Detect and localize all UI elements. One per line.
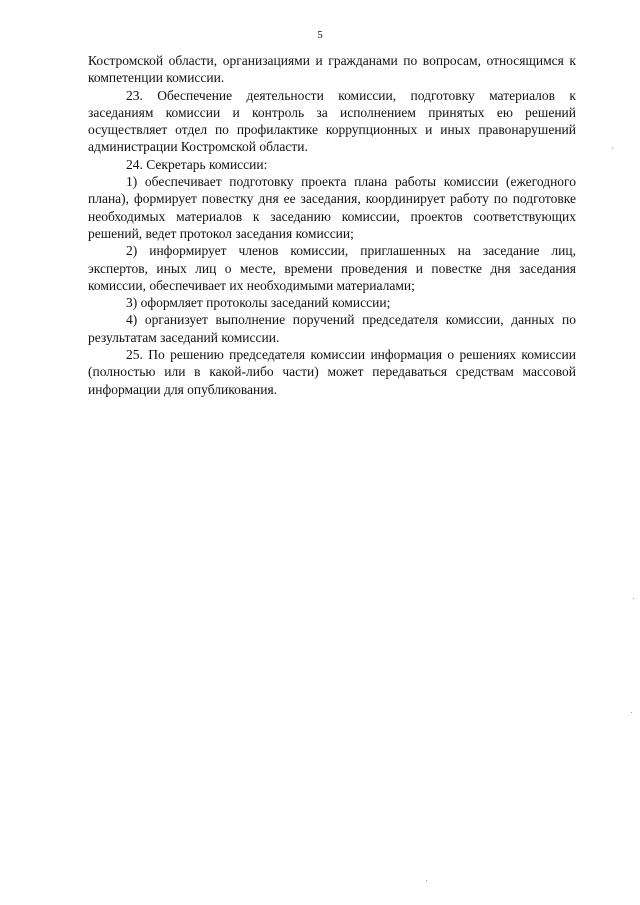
- paragraph-24-item-1: 1) обеспечивает подготовку проекта плана работы комиссии (ежегодного плана), формирует повестку дня ее заседания, координирует работу по подготовке необходимых материалов к заседанию комиссии, проектов соответствующих решений, ведет протокол заседания комиссии;: [88, 174, 576, 241]
- paragraph-25: 25. По решению председателя комиссии информация о решениях комиссии (полностью или в какой-либо части) может передаваться средствам массовой информации для опубликования.: [88, 347, 576, 397]
- scan-speck: [631, 712, 632, 713]
- paragraph-23: 23. Обеспечение деятельности комиссии, подготовку материалов к заседаниям комиссии и контроль за исполнением принятых ею решений осуществляет отдел по профилактике коррупционных и иных правонарушений администрации Костромской области.: [88, 87, 576, 155]
- document-body: [88, 52, 576, 398]
- paragraph-24: 24. Секретарь комиссии:: [126, 156, 268, 172]
- paragraph-24-item-4: 4) организует выполнение поручений председателя комиссии, данных по результатам заседаний комиссии.: [88, 312, 576, 345]
- paragraph-24-item-2: 2) информирует членов комиссии, приглашенных на заседание лиц, экспертов, иных лиц о месте, времени проведения и повестке дня заседания комиссии, обеспечивает их необходимыми материалами;: [88, 243, 576, 293]
- paragraph-24-item-3: 3) оформляет протоколы заседаний комиссии;: [126, 295, 391, 311]
- paragraph-continuation: Костромской области, организациями и гражданами по вопросам, относящимся к компетенции комиссии.: [88, 53, 576, 86]
- page-number: 5: [317, 29, 323, 41]
- scan-speck: [426, 880, 427, 881]
- scan-speck: [612, 148, 613, 149]
- scan-speck: [633, 598, 634, 599]
